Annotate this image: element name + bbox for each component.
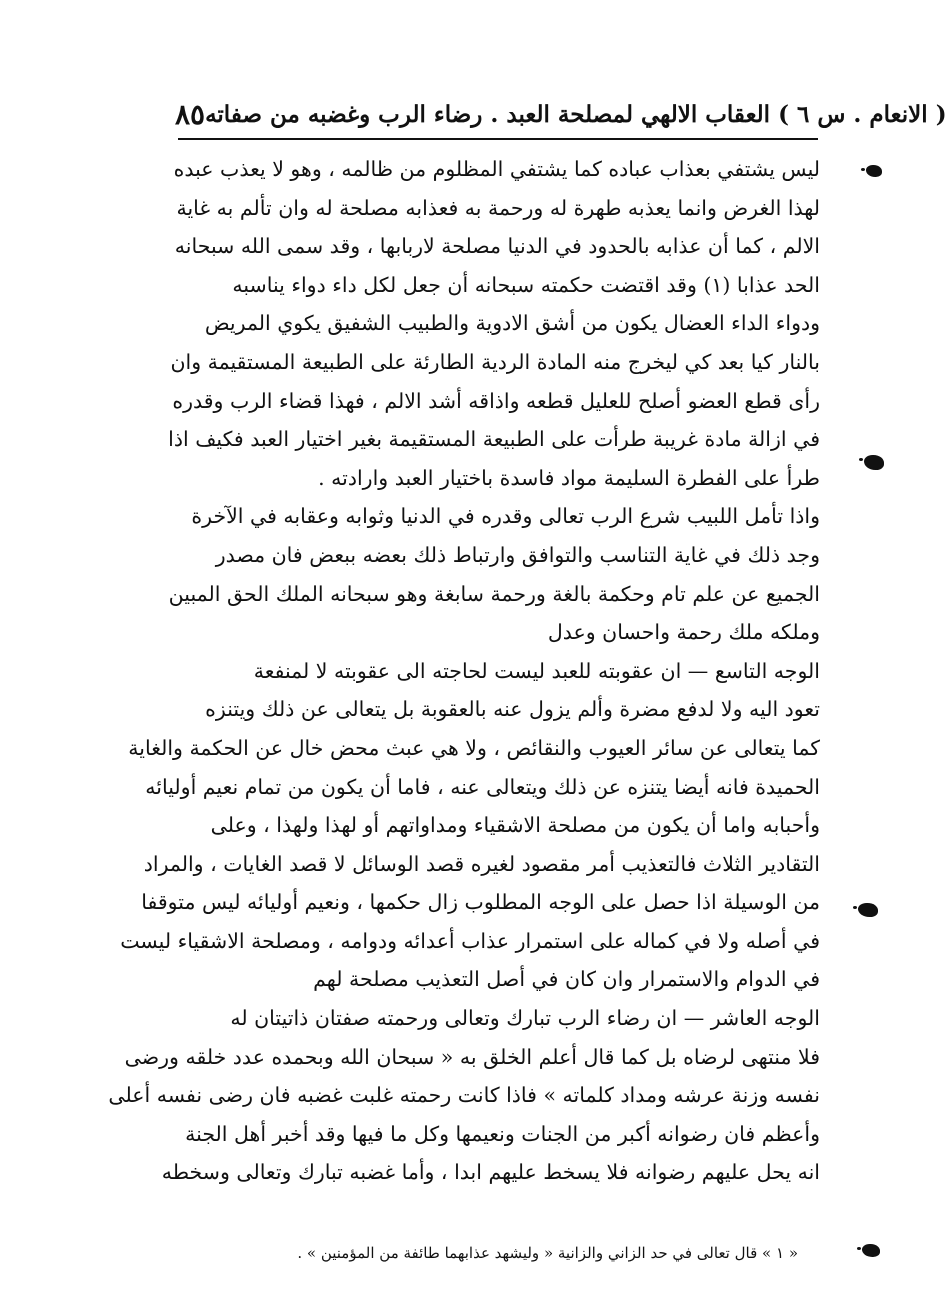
body-text (108, 150, 820, 1192)
text-line: لهذا الغرض وانما يعذبه طهرة له ورحمة به فعذابه مصلحة له وان تألم به غاية (176, 195, 820, 220)
text-line: فلا منتهى لرضاه بل كما قال أعلم الخلق به « سبحان الله وبحمده عدد خلقه ورضى (124, 1044, 820, 1069)
footnote: « ١ » قال تعالى في حد الزاني والزانية « وليشهد عذابهما طائفة من المؤمنين » . (297, 1244, 798, 1262)
text-line: في ازالة مادة غريبة طرأت على الطبيعة المستقيمة بغير اختيار العبد فكيف اذا (168, 427, 820, 452)
text-line: وأعظم فان رضوانه أكبر من الجنات ونعيمها وكل ما فيها وقد أخبر أهل الجنة (185, 1121, 820, 1146)
running-title: ( الانعام . س ٦ ) العقاب الالهي لمصلحة العبد . رضاء الرب وغضبه من صفاته (205, 100, 947, 128)
text-line: في الدوام والاستمرار وان كان في أصل التعذيب مصلحة لهم (313, 967, 820, 992)
text-line: الحد عذابا (١) وقد اقتضت حكمته سبحانه أن جعل لكل داء دواء يناسبه (232, 272, 820, 297)
text-line: واذا تأمل اللبيب شرع الرب تعالى وقدره في الدنيا وثوابه وعقابه في الآخرة (191, 504, 820, 529)
page-number: ٨٥ (175, 97, 206, 131)
text-line: ليس يشتفي بعذاب عباده كما يشتفي المظلوم من ظالمه ، وهو لا يعذب عبده (173, 157, 820, 181)
text-line: تعود اليه ولا لدفع مضرة وألم يزول عنه بالعقوبة بل يتعالى عن ذلك ويتنزه (205, 697, 820, 722)
binding-hole-mark (866, 165, 882, 177)
binding-hole-mark (862, 1244, 880, 1257)
binding-hole-mark (858, 903, 878, 917)
text-line: الجميع عن علم تام وحكمة بالغة ورحمة سابغة وهو سبحانه الملك الحق المبين (168, 581, 820, 606)
text-line: ودواء الداء العضال يكون من أشق الادوية والطبيب الشفيق يكوي المريض (204, 311, 820, 336)
text-line: رأى قطع العضو أصلح للعليل قطعه واذاقه أشد الالم ، فهذا قضاء الرب وقدره (172, 388, 820, 413)
binding-hole-mark (864, 455, 884, 470)
text-line: من الوسيلة اذا حصل على الوجه المطلوب زال حكمها ، ونعيم أوليائه ليس متوقفا (141, 890, 820, 915)
text-line: كما يتعالى عن سائر العيوب والنقائص ، ولا هي عبث محض خال عن الحكمة والغاية (128, 735, 820, 760)
text-line: نفسه وزنة عرشه ومداد كلماته » فاذا كانت رحمته غلبت غضبه فان رضى نفسه أعلى (108, 1083, 820, 1108)
page-header (175, 94, 947, 134)
text-line: الوجه العاشر — ان رضاء الرب تبارك وتعالى ورحمته صفتان ذاتيتان له (230, 1006, 820, 1031)
text-line: طرأ على الفطرة السليمة مواد فاسدة باختيار العبد وارادته . (318, 465, 820, 490)
text-line: وجد ذلك في غاية التناسب والتوافق وارتباط ذلك بعضه ببعض فان مصدر (215, 542, 820, 567)
text-line: انه يحل عليهم رضوانه فلا يسخط عليهم ابدا ، وأما غضبه تبارك وتعالى وسخطه (161, 1160, 820, 1185)
text-line: بالنار كيا بعد كي ليخرج منه المادة الردية الطارئة على الطبيعة المستقيمة وان (170, 349, 820, 374)
text-line: في أصله ولا في كماله على استمرار عذاب أعدائه ودوامه ، ومصلحة الاشقياء ليست (120, 928, 820, 953)
text-line: الحميدة فانه أيضا يتنزه عن ذلك ويتعالى عنه ، فاما أن يكون من تمام نعيم أوليائه (145, 774, 820, 799)
text-line: الالم ، كما أن عذابه بالحدود في الدنيا مصلحة لاربابها ، وقد سمى الله سبحانه (174, 234, 820, 259)
text-line: وأحبابه واما أن يكون من مصلحة الاشقياء ومداواتهم أو لهذا ولهذا ، وعلى (210, 813, 820, 838)
text-line: وملكه ملك رحمة واحسان وعدل (547, 620, 820, 645)
text-line: التقادير الثلاث فالتعذيب أمر مقصود لغيره قصد الوسائل لا قصد الغايات ، والمراد (143, 851, 820, 876)
text-line: الوجه التاسع — ان عقوبته للعبد ليست لحاجته الى عقوبته لا لمنفعة (253, 658, 820, 683)
header-rule (178, 138, 818, 140)
